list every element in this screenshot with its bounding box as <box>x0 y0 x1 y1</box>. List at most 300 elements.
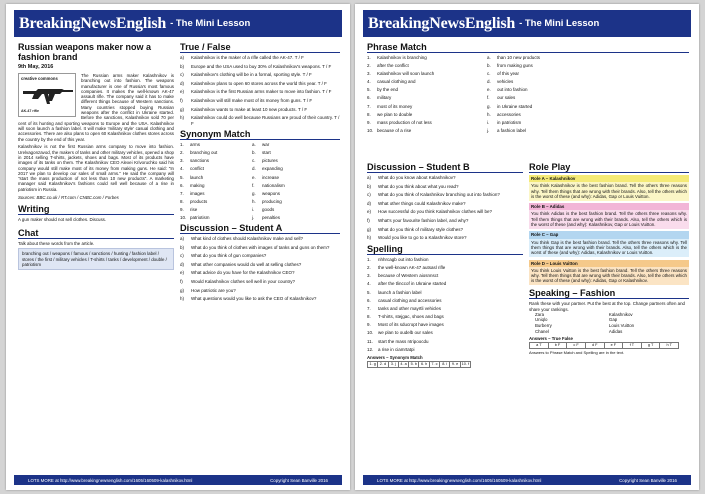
discussB-item-letter: e) <box>367 209 372 215</box>
phrase-number: 7. <box>367 103 371 109</box>
discussA-item <box>180 279 340 284</box>
answer-cell: 7. c <box>430 362 440 367</box>
phrase-word: because of a rise <box>377 127 412 133</box>
phrase-match: from making guns <box>497 63 533 69</box>
synonym-number: 7. <box>180 190 184 196</box>
phrase-match: than 10 new products <box>497 55 541 60</box>
phrase-word: military <box>377 95 392 101</box>
truefalse-item <box>180 107 340 112</box>
discussB-item <box>367 235 523 240</box>
discussA-list <box>180 236 340 302</box>
truefalse-item-letter: e) <box>180 89 185 95</box>
spelling-item <box>367 281 523 286</box>
discussA-item-letter: d) <box>180 261 185 267</box>
footer-copyright: Copyright Sean Banville 2016 <box>270 477 328 483</box>
spelling-text: the well-known AK-47 autsasl rifle <box>378 264 446 270</box>
truefalse-answers-title: Answers – True False <box>529 336 573 342</box>
phrase-word: by the end <box>377 87 399 93</box>
phrase-word: mass production of not less <box>377 119 432 125</box>
answer-cell: 1. g <box>368 362 378 367</box>
discussB-list <box>367 175 523 241</box>
article-date: 9th May, 2016 <box>18 64 54 70</box>
article-sources: Sources: BBC.co.uk / RT.com / CNBC.com / Forbes <box>18 194 119 200</box>
answer-cell: b F <box>549 343 568 348</box>
truefalse-item-letter: h) <box>180 115 185 121</box>
page2-left-column <box>367 162 523 472</box>
discussA-item-text: What questions would you like to ask the CEO of Kalashnikov? <box>191 296 317 302</box>
synonym-match: weapons <box>262 190 281 196</box>
section-divider <box>367 172 523 173</box>
spelling-item <box>367 314 523 319</box>
spelling-item <box>367 290 523 295</box>
discussB-item <box>367 201 523 206</box>
truefalse-item-text: Kalashnikov is the maker of a rifle called the AK-47. T / F <box>191 55 304 60</box>
synonym-word: launch <box>190 174 204 180</box>
synonym-match: producing <box>262 198 282 204</box>
truefalse-heading: True / False <box>180 42 231 52</box>
brand-title: BreakingNewsEnglish <box>19 14 167 32</box>
synonym-letter: d. <box>252 166 256 172</box>
speaking-rank-list <box>529 312 689 334</box>
truefalse-item <box>180 55 340 60</box>
rifle-icon <box>22 84 74 106</box>
synonym-letter: j. <box>252 215 255 220</box>
brand-title: BreakingNewsEnglish <box>368 14 516 32</box>
phrase-letter: b. <box>487 63 491 69</box>
answer-cell: 8. i <box>440 362 450 367</box>
page-footer <box>363 475 691 485</box>
truefalse-item <box>180 64 340 69</box>
discussA-item-letter: f) <box>180 279 183 285</box>
footer-copyright: Copyright Sean Banville 2016 <box>619 477 677 483</box>
discussB-item-letter: g) <box>367 226 372 232</box>
rank-item: Louis Vuitton <box>608 323 635 329</box>
phrase-number: 9. <box>367 119 371 125</box>
spelling-number: 6. <box>367 297 371 303</box>
speaking-instruction: Rank these with your partner. Put the best at the top. Change partners often and share your rankings. <box>529 301 685 312</box>
phrase-row <box>367 120 689 125</box>
speaking-heading: Speaking – Fashion <box>529 288 616 299</box>
synonym-match: pictures <box>262 158 278 164</box>
spelling-heading: Spelling <box>367 243 403 254</box>
synonym-match: expanding <box>262 166 283 172</box>
phrase-letter: f. <box>487 95 490 101</box>
truefalse-item-letter: d) <box>180 80 185 86</box>
synonym-match: goods <box>262 206 275 212</box>
synonym-letter: b. <box>252 150 256 156</box>
phrase-match: a fashion label <box>497 127 527 133</box>
discussB-item <box>367 218 523 223</box>
phrase-letter: g. <box>487 103 491 109</box>
section-divider <box>367 52 689 53</box>
brand-subtitle: - The Mini Lesson <box>170 18 251 29</box>
phrase-letter: d. <box>487 79 491 85</box>
synonym-match: start <box>262 150 271 156</box>
spelling-item <box>367 257 523 262</box>
discussB-item-text: What do you think of Kalashnikov branching out into fashion? <box>378 192 500 198</box>
worksheet-page-2 <box>355 4 699 490</box>
discussB-heading: Discussion – Student B <box>367 162 470 172</box>
section-divider <box>180 139 340 140</box>
section-divider <box>18 214 174 215</box>
spelling-text: T-shirts, stejgac, shoes and bags <box>378 314 444 320</box>
discussB-item-letter: c) <box>367 192 371 198</box>
discussA-item <box>180 245 340 250</box>
discussA-item-text: What do you think of clothes with images of tanks and guns on them? <box>191 244 330 250</box>
phrase-row <box>367 95 689 100</box>
truefalse-list <box>180 55 340 126</box>
synonym-letter: g. <box>252 190 256 196</box>
discussA-item-text: What do you think of gun companies? <box>191 253 267 259</box>
role-title: Role A – Kalashnikov <box>529 175 689 182</box>
synonym-letter: a. <box>252 142 256 148</box>
phrase-row <box>367 71 689 76</box>
spelling-item <box>367 339 523 344</box>
chat-heading: Chat <box>18 228 39 239</box>
phrase-number: 4. <box>367 79 371 85</box>
spelling-number: 9. <box>367 322 371 328</box>
roleplay-list <box>529 175 689 285</box>
discussA-item <box>180 270 340 275</box>
phrase-word: Kalashnikov is branching <box>377 55 427 60</box>
synonym-word: conflict <box>190 166 205 172</box>
synonym-match: war <box>262 142 270 148</box>
synonym-match: nationalism <box>262 182 285 188</box>
synonym-row <box>180 175 340 180</box>
discussB-item-letter: f) <box>367 217 370 223</box>
answer-cell: g T <box>642 343 661 348</box>
truefalse-item <box>180 81 340 86</box>
truefalse-answers-grid <box>529 342 679 349</box>
discussA-item-letter: c) <box>180 253 184 259</box>
discussB-item-text: What do you think of military style clothes? <box>378 226 464 232</box>
synonym-number: 10. <box>180 215 187 220</box>
rank-item: Chanel <box>535 328 549 334</box>
synonym-number: 8. <box>180 198 184 204</box>
role-card <box>529 260 689 286</box>
synonym-number: 6. <box>180 182 184 188</box>
spelling-text: a rise in ciamrtatpi <box>378 346 415 352</box>
discussA-item-letter: b) <box>180 244 185 250</box>
spelling-text: start the mass ntripoocdu <box>378 338 429 344</box>
article-paragraph-2: Kalashnikov is not the first Russian arms company to move into fashion. Urelvagonzavod, the makers of tanks and other military vehicles, opened a shop in 2014 selling T-shirts, jackets, shoes and bags. Most of its products have images of its tanks on them. The Kalashnikov CEO Alexei Krivoruchko said his company would still make most of its money from making guns. He said: "In 2017 we plan to develop our sales of small arms." He said the company will "start the mass production of not less than 10 new products". A marketing manager said Kalashnikov's fashions could sell well because of a rise in patriotism in Russia. <box>18 144 174 192</box>
discussB-item-text: Would you like to go to a Kalashnikov store? <box>378 235 467 241</box>
section-divider <box>180 52 340 53</box>
synonym-list <box>180 142 340 220</box>
phrase-section <box>367 42 689 160</box>
section-divider <box>180 233 340 234</box>
discussA-item-letter: e) <box>180 270 185 276</box>
phrase-letter: j. <box>487 127 490 133</box>
section-divider <box>529 172 689 173</box>
truefalse-item-text: Kalashnikov will still make most of its money from guns. T / F <box>191 97 313 103</box>
synonym-answers-title: Answers – Synonym Match <box>367 355 423 360</box>
spelling-number: 3. <box>367 273 371 279</box>
synonym-letter: i. <box>252 206 255 212</box>
spelling-text: after the tlinccof in Ukraine started <box>378 281 447 287</box>
discussA-item <box>180 288 340 293</box>
answers-note: Answers to Phrase Match and Spelling are in the text. <box>529 350 625 356</box>
page-banner <box>363 10 691 37</box>
photo-credit: creative commons <box>21 76 58 81</box>
article-body <box>18 73 174 200</box>
discussA-item <box>180 262 340 267</box>
phrase-match: accessories <box>497 111 521 117</box>
discussA-item <box>180 253 340 258</box>
spelling-item <box>367 273 523 278</box>
synonym-word: patriotism <box>190 215 210 220</box>
brand-subtitle: - The Mini Lesson <box>519 18 600 29</box>
discussA-heading: Discussion – Student A <box>180 223 283 234</box>
exercise-column <box>180 42 340 470</box>
synonym-row <box>180 215 340 220</box>
discussB-item <box>367 175 523 180</box>
truefalse-item-text: Kalashnikov could do well because Russians are proud of their country. T / F <box>191 115 340 126</box>
spelling-number: 11. <box>367 338 373 344</box>
synonym-letter: e. <box>252 174 256 180</box>
discussB-item-text: What's your favourite fashion label, and why? <box>378 217 469 223</box>
discussA-item-text: What other companies would do well at selling clothes? <box>191 261 302 267</box>
spelling-item <box>367 322 523 327</box>
phrase-number: 1. <box>367 55 371 60</box>
synonym-word: sanctions <box>190 158 210 164</box>
phrase-letter: i. <box>487 119 490 125</box>
synonym-number: 9. <box>180 206 184 212</box>
role-text: You think Gap is the best fashion brand. Tell the others three reasons why. Tell them things that are wrong with their brands. Also, tell the others which is the worst of these (and why): Adidas, Kalashnikov or Louis Vuitton. <box>531 239 687 256</box>
discussB-item <box>367 192 523 197</box>
phrase-match: vehicles <box>497 79 514 85</box>
rank-item: Adidas <box>608 328 623 334</box>
spelling-list <box>367 257 523 352</box>
synonym-row <box>180 199 340 204</box>
spelling-number: 10. <box>367 330 374 336</box>
phrase-row <box>367 55 689 60</box>
truefalse-item-letter: f) <box>180 97 183 103</box>
answer-cell: h T <box>666 343 672 348</box>
answer-cell: 9. e <box>450 362 460 367</box>
answer-cell: 10. f <box>461 362 470 366</box>
page-banner <box>14 10 342 37</box>
phrase-row <box>367 112 689 117</box>
chat-word-box: branching out / weapons / famous / sanctions / hunting / fashion label / stores / the first / military vehicles / T-shirts / tanks / development / double / patriotism <box>18 248 174 270</box>
spelling-item <box>367 265 523 270</box>
phrase-row <box>367 79 689 84</box>
role-text: You think Louis Vuitton is the best fashion brand. Tell the others three reasons why. Tell them things that are wrong with their brands. Also, tell the others which is the worst of these (and why): Adidas, Gap or Kalashnikov. <box>531 267 687 284</box>
phrase-list <box>367 55 689 133</box>
role-text: You think Kalashnikov is the best fashion brand. Tell the others three reasons why. Tell them things that are wrong with their brands. Also, tell the others which is the worst of these (and why): Adidas, Gap or Louis Vuitton. <box>531 183 687 199</box>
page-footer <box>14 475 342 485</box>
synonym-row <box>180 207 340 212</box>
spelling-number: 1. <box>367 256 371 262</box>
discussA-item-text: What advice do you have for the Kalashnikov CEO? <box>191 270 295 276</box>
phrase-word: Kalashnikov will soon launch <box>377 71 435 77</box>
synonym-letter: f. <box>252 182 255 188</box>
spelling-number: 12. <box>367 346 374 352</box>
spelling-number: 5. <box>367 289 371 295</box>
article-paragraph-1: The Russian arms maker Kalashnikov is branching out into fashion. The weapons manufacturer is one of Russia's most famous companies. It makes the well-known AK-47 assault rifle. The company said it has to make different things because of Western sanctions. Many countries stopped buying Russian weapons after the conflict in Ukraine started. Before the sanctions, Kalashnikov sold 70 per cent of its hunting and sporting weapons to Europe and the USA. Kalashnikov will soon launch a fashion label. It will make 'military style' casual clothing and accessories. There are also plans to open 60 Kalashnikov clothes stores across the country by the end of this year. <box>18 73 174 142</box>
rank-item: Kalashnikov <box>608 311 633 317</box>
synonym-word: branching out <box>190 150 218 156</box>
spelling-number: 7. <box>367 305 371 311</box>
role-card <box>529 231 689 257</box>
chat-instruction: Talk about these words from the article. <box>18 241 95 247</box>
synonym-number: 1. <box>180 142 184 148</box>
discussA-item-text: Would Kalashnikov clothes sell well in your country? <box>191 279 295 285</box>
synonym-word: making <box>190 182 205 188</box>
phrase-number: 3. <box>367 71 371 77</box>
truefalse-item-text: Kalashnikov is the first Russian arms maker to move into fashion. T / F <box>191 89 332 95</box>
synonym-row <box>180 191 340 196</box>
discussB-item-text: What do you know about Kalashnikov? <box>378 175 456 180</box>
rank-item: Gap <box>608 317 618 323</box>
discussB-item-text: What do you think about what you read? <box>378 183 459 189</box>
role-title: Role B – Adidas <box>529 203 689 210</box>
section-divider <box>18 238 174 239</box>
rank-item: Zara <box>535 311 545 317</box>
synonym-word: images <box>190 190 205 196</box>
rank-item: Uniqlo <box>535 317 548 323</box>
synonym-row <box>180 158 340 163</box>
writing-heading: Writing <box>18 203 50 214</box>
spelling-number: 4. <box>367 281 371 287</box>
truefalse-item-text: Kalashnikov's clothing will be in a formal, sporting style. T / F <box>191 72 312 78</box>
discussA-item-letter: g) <box>180 287 185 293</box>
truefalse-item <box>180 72 340 77</box>
role-title: Role C – Gap <box>529 231 689 238</box>
spelling-number: 8. <box>367 314 371 320</box>
photo-caption: AK-47 rifle <box>21 108 39 113</box>
spelling-text: because of Western aiosnnsct <box>378 273 439 279</box>
discussA-item <box>180 296 340 301</box>
article-photo <box>18 73 76 117</box>
phrase-letter: e. <box>487 87 491 93</box>
answer-cell: 2. d <box>378 362 388 367</box>
synonym-row <box>180 183 340 188</box>
article-column <box>18 42 174 470</box>
phrase-number: 6. <box>367 95 371 101</box>
answer-cell: 3. j <box>389 362 399 367</box>
phrase-number: 5. <box>367 87 371 93</box>
truefalse-item-text: Kalashnikov plans to open 60 stores across the world this year. T / F <box>191 80 327 86</box>
synonym-answers-grid <box>367 361 471 368</box>
roleplay-heading: Role Play <box>529 162 571 172</box>
spelling-item <box>367 298 523 303</box>
answer-cell: 6. h <box>419 362 429 367</box>
discussB-item <box>367 184 523 189</box>
truefalse-item <box>180 115 340 126</box>
truefalse-item-letter: g) <box>180 106 185 112</box>
spelling-text: we plan to oudelb our sales <box>378 330 433 336</box>
synonym-word: rise <box>190 206 198 212</box>
truefalse-item-letter: c) <box>180 72 184 78</box>
synonym-word: products <box>190 198 208 204</box>
synonym-number: 4. <box>180 166 184 172</box>
discussB-item-text: What other things could Kalashnikov make? <box>378 200 466 206</box>
phrase-word: casual clothing and <box>377 79 416 85</box>
discussA-item-text: What kind of clothes should Kalashnikov make and sell? <box>191 236 304 242</box>
spelling-text: casual clothing and accessories <box>378 297 442 303</box>
spelling-item <box>367 347 523 352</box>
spelling-text: Most of its sducropt have images <box>378 322 444 328</box>
phrase-heading: Phrase Match <box>367 42 427 52</box>
writing-task: A gun maker should not sell clothes. Discuss. <box>18 216 107 222</box>
phrase-number: 2. <box>367 63 371 69</box>
phrase-letter: c. <box>487 71 491 77</box>
synonym-number: 5. <box>180 174 184 180</box>
article-title: Russian weapons maker now a fashion brand <box>18 42 152 62</box>
phrase-row <box>367 128 689 133</box>
discussB-item <box>367 227 523 232</box>
synonym-row <box>180 166 340 171</box>
role-card <box>529 175 689 201</box>
footer-link[interactable]: LOTS MORE at http://www.breakingnewsenglish.com/1605/160509-kalashnikov.html <box>28 477 193 483</box>
phrase-word: after the conflict <box>377 63 409 69</box>
synonym-letter: c. <box>252 158 256 164</box>
synonym-match: penalties <box>262 215 281 220</box>
discussA-item-text: How patriotic are you? <box>191 287 236 293</box>
answer-cell: a T <box>530 343 549 348</box>
phrase-row <box>367 104 689 109</box>
discussA-item <box>180 236 340 241</box>
synonym-number: 2. <box>180 150 184 156</box>
phrase-match: of this year <box>497 71 520 77</box>
spelling-item <box>367 306 523 311</box>
truefalse-item <box>180 89 340 94</box>
discussB-item-letter: d) <box>367 200 372 206</box>
discussA-item-letter: a) <box>180 236 185 242</box>
discussB-item-text: How successful do you think Kalashnikov clothes will be? <box>378 209 493 215</box>
synonym-letter: h. <box>252 198 256 204</box>
phrase-match: in Ukraine started <box>497 103 533 109</box>
answer-cell: 4. a <box>399 362 409 367</box>
truefalse-item <box>180 98 340 103</box>
answer-cell: d F <box>586 343 605 348</box>
phrase-match: in patriotism <box>497 119 522 125</box>
answer-cell: f T <box>623 343 642 348</box>
synonym-heading: Synonym Match <box>180 129 251 140</box>
synonym-match: increase <box>262 174 280 180</box>
answer-cell: c F <box>567 343 586 348</box>
role-text: You think Adidas is the best fashion brand. Tell the others three reasons why. Tell them things that are wrong with their brands. Also, tell the others which is the worst of these (and why): Kalashnikov, Gap or Louis Vuitton. <box>531 211 687 228</box>
rank-item: Burberry <box>535 323 552 329</box>
phrase-row <box>367 87 689 92</box>
synonym-row <box>180 142 340 147</box>
phrase-match: our sales <box>497 95 516 101</box>
spelling-text: tanks and other mayrtli vehicles <box>378 305 442 311</box>
discussB-item-letter: a) <box>367 175 372 180</box>
phrase-word: we plan to double <box>377 111 413 117</box>
phrase-number: 10. <box>367 127 374 133</box>
synonym-row <box>180 150 340 155</box>
spelling-item <box>367 330 523 335</box>
spelling-text: launch a fashion label <box>378 289 422 295</box>
discussB-item-letter: b) <box>367 183 372 189</box>
answer-cell: e F <box>605 343 624 348</box>
truefalse-item-text: Kalashnikov wants to make at least 10 new products. T / F <box>191 106 308 112</box>
synonym-word: arms <box>190 142 200 148</box>
phrase-number: 8. <box>367 111 371 117</box>
answer-cell: 5. b <box>409 362 419 367</box>
footer-link[interactable]: LOTS MORE at http://www.breakingnewsenglish.com/1605/160509-kalashnikov.html <box>377 477 542 483</box>
section-divider <box>529 298 689 299</box>
phrase-letter: h. <box>487 111 491 117</box>
synonym-number: 3. <box>180 158 184 164</box>
truefalse-item-letter: b) <box>180 63 185 69</box>
phrase-word: most of its money <box>377 103 413 109</box>
spelling-number: 2. <box>367 264 371 270</box>
discussB-item <box>367 209 523 214</box>
role-card <box>529 203 689 229</box>
